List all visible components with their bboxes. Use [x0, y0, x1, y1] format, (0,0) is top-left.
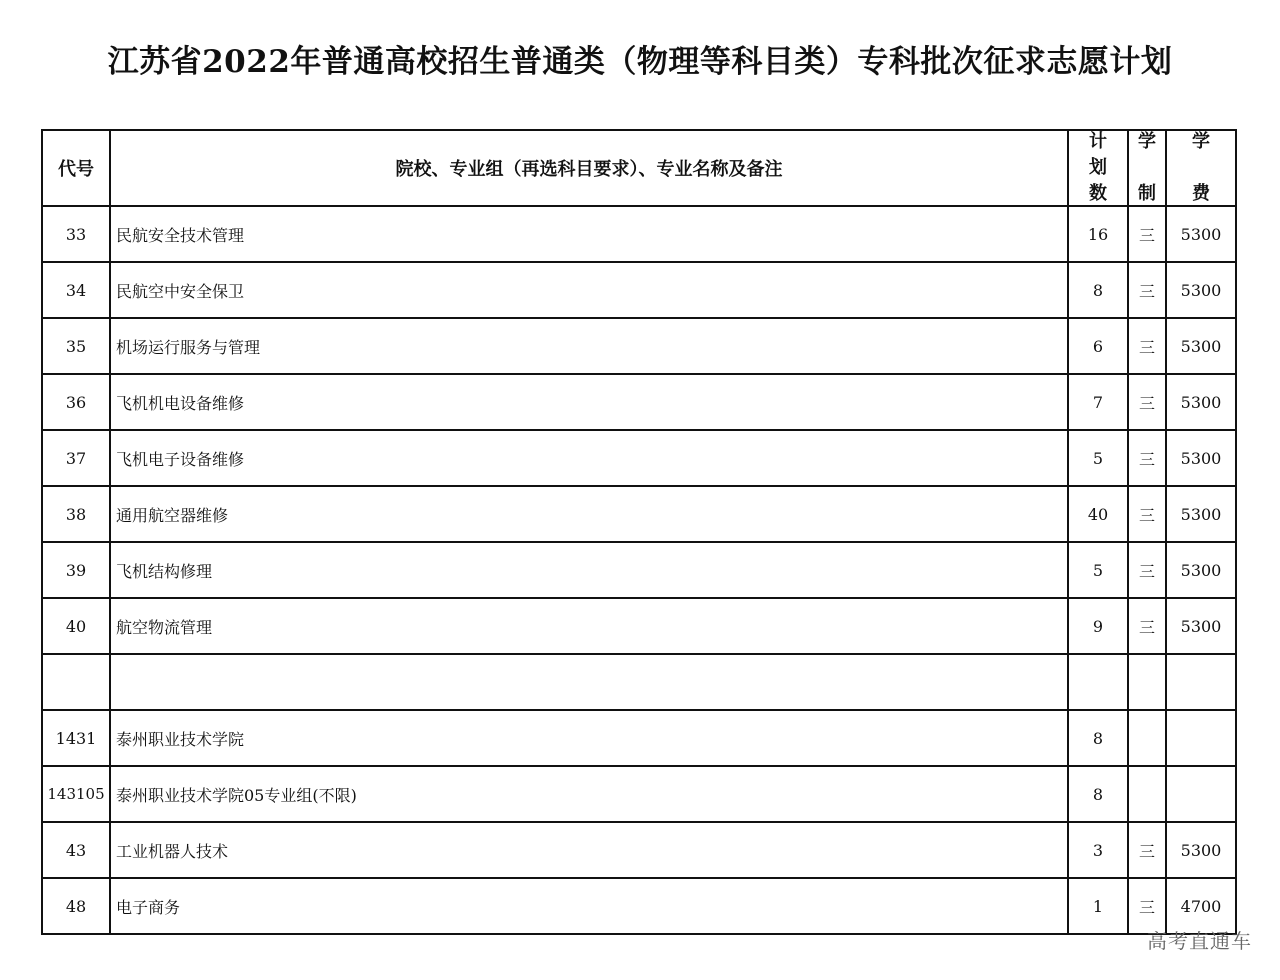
cell-plan: 6	[1068, 318, 1128, 374]
header-years-char: 学	[1138, 131, 1156, 152]
cell-code: 35	[42, 318, 110, 374]
cell-years: 三	[1128, 318, 1166, 374]
cell-fee	[1166, 654, 1236, 710]
cell-code: 38	[42, 486, 110, 542]
cell-code	[42, 654, 110, 710]
cell-plan: 3	[1068, 822, 1128, 878]
table-row	[42, 598, 1236, 654]
cell-fee: 5300	[1166, 486, 1236, 542]
cell-name	[110, 654, 1068, 710]
header-fee-char: 学	[1192, 131, 1210, 152]
watermark-text: 高考直通车	[1147, 929, 1252, 953]
cell-name: 泰州职业技术学院	[110, 710, 1068, 766]
cell-name: 机场运行服务与管理	[110, 318, 1068, 374]
enrollment-plan-table	[41, 129, 1237, 935]
table-row	[42, 822, 1236, 878]
cell-fee: 5300	[1166, 206, 1236, 262]
cell-name: 航空物流管理	[110, 598, 1068, 654]
cell-code: 39	[42, 542, 110, 598]
table-row-empty	[42, 654, 1236, 710]
header-fee-char: 费	[1192, 183, 1210, 204]
table-row	[42, 430, 1236, 486]
table-row	[42, 374, 1236, 430]
cell-name: 飞机结构修理	[110, 542, 1068, 598]
cell-code: 1431	[42, 710, 110, 766]
cell-fee: 5300	[1166, 542, 1236, 598]
cell-years: 三	[1128, 430, 1166, 486]
cell-code: 48	[42, 878, 110, 934]
table-row	[42, 318, 1236, 374]
cell-plan: 16	[1068, 206, 1128, 262]
table-row	[42, 486, 1236, 542]
cell-name: 工业机器人技术	[110, 822, 1068, 878]
cell-code: 34	[42, 262, 110, 318]
cell-fee: 5300	[1166, 430, 1236, 486]
cell-code: 33	[42, 206, 110, 262]
cell-plan: 1	[1068, 878, 1128, 934]
cell-years	[1128, 710, 1166, 766]
header-years-char: 制	[1138, 183, 1156, 204]
cell-plan: 9	[1068, 598, 1128, 654]
cell-years: 三	[1128, 878, 1166, 934]
table-row	[42, 878, 1236, 934]
table-header-row	[42, 130, 1236, 206]
table-row	[42, 262, 1236, 318]
header-plan-char: 计	[1089, 131, 1107, 152]
cell-code: 36	[42, 374, 110, 430]
cell-code: 37	[42, 430, 110, 486]
table-row-group	[42, 766, 1236, 822]
cell-code: 143105	[42, 766, 110, 822]
cell-fee	[1166, 766, 1236, 822]
cell-fee: 5300	[1166, 598, 1236, 654]
cell-name: 民航安全技术管理	[110, 206, 1068, 262]
header-name: 院校、专业组（再选科目要求）、专业名称及备注	[110, 130, 1068, 206]
cell-plan: 8	[1068, 766, 1128, 822]
header-plan-char: 数	[1089, 183, 1107, 204]
header-code: 代号	[42, 130, 110, 206]
cell-plan: 7	[1068, 374, 1128, 430]
cell-fee: 5300	[1166, 822, 1236, 878]
cell-name: 民航空中安全保卫	[110, 262, 1068, 318]
cell-years	[1128, 654, 1166, 710]
cell-name: 通用航空器维修	[110, 486, 1068, 542]
cell-fee: 5300	[1166, 374, 1236, 430]
cell-years: 三	[1128, 542, 1166, 598]
header-plan	[1068, 130, 1128, 206]
cell-fee: 4700	[1166, 878, 1236, 934]
cell-fee: 5300	[1166, 318, 1236, 374]
cell-plan: 5	[1068, 542, 1128, 598]
cell-plan: 8	[1068, 710, 1128, 766]
cell-name: 泰州职业技术学院05专业组(不限)	[110, 766, 1068, 822]
cell-plan: 40	[1068, 486, 1128, 542]
header-plan-char: 划	[1089, 157, 1107, 178]
cell-name: 飞机机电设备维修	[110, 374, 1068, 430]
cell-fee	[1166, 710, 1236, 766]
table-row-institution	[42, 710, 1236, 766]
header-years	[1128, 130, 1166, 206]
cell-years: 三	[1128, 598, 1166, 654]
table-row	[42, 206, 1236, 262]
cell-years	[1128, 766, 1166, 822]
cell-plan	[1068, 654, 1128, 710]
page-title: 江苏省2022年普通高校招生普通类（物理等科目类）专科批次征求志愿计划	[107, 44, 1173, 80]
cell-years: 三	[1128, 374, 1166, 430]
cell-plan: 5	[1068, 430, 1128, 486]
header-fee	[1166, 130, 1236, 206]
cell-years: 三	[1128, 822, 1166, 878]
cell-years: 三	[1128, 262, 1166, 318]
table-row	[42, 542, 1236, 598]
cell-name: 电子商务	[110, 878, 1068, 934]
cell-code: 43	[42, 822, 110, 878]
cell-years: 三	[1128, 206, 1166, 262]
cell-name: 飞机电子设备维修	[110, 430, 1068, 486]
cell-plan: 8	[1068, 262, 1128, 318]
cell-fee: 5300	[1166, 262, 1236, 318]
cell-code: 40	[42, 598, 110, 654]
cell-years: 三	[1128, 486, 1166, 542]
